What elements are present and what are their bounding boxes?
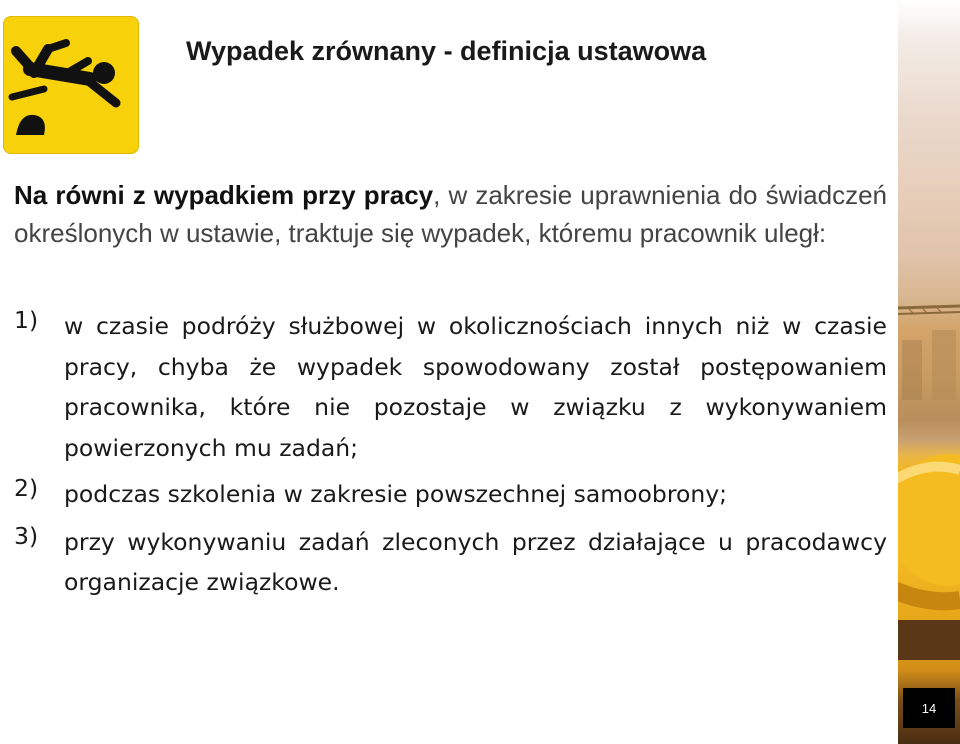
list-item <box>14 306 887 468</box>
list-item-number: 3) <box>14 522 39 550</box>
list-item-text: podczas szkolenia w zakresie powszechnej samoobrony; <box>64 480 728 508</box>
intro-rest: , w zakresie uprawnienia do świadczeń określonych w ustawie, traktuje się wypadek, któremu pracownik uległ: <box>14 180 887 248</box>
conditions-list <box>14 306 887 602</box>
list-item-text: w czasie podróży służbowej w okolicznościach innych niż w czasie pracy, chyba że wypadek spowodowany został postępowaniem pracownika, które nie pozostaje w związku z wykonywaniem powierzonych mu zadań; <box>64 312 887 462</box>
list-item <box>14 522 887 602</box>
list-item <box>14 474 887 514</box>
list-item-text: przy wykonywaniu zadań zleconych przez działające u pracodawcy organizacje związkowe. <box>64 528 887 596</box>
crane-image <box>898 300 960 420</box>
list-item-number: 1) <box>14 306 39 334</box>
list-item-number: 2) <box>14 474 39 502</box>
intro-paragraph <box>14 176 887 252</box>
hard-hat-image <box>898 440 960 660</box>
slip-fall-warning-icon <box>3 16 139 154</box>
slide-title: Wypadek zrównany - definicja ustawowa <box>186 36 707 66</box>
page-number-badge: 14 <box>903 688 955 728</box>
intro-bold: Na równi z wypadkiem przy pracy <box>14 180 434 210</box>
